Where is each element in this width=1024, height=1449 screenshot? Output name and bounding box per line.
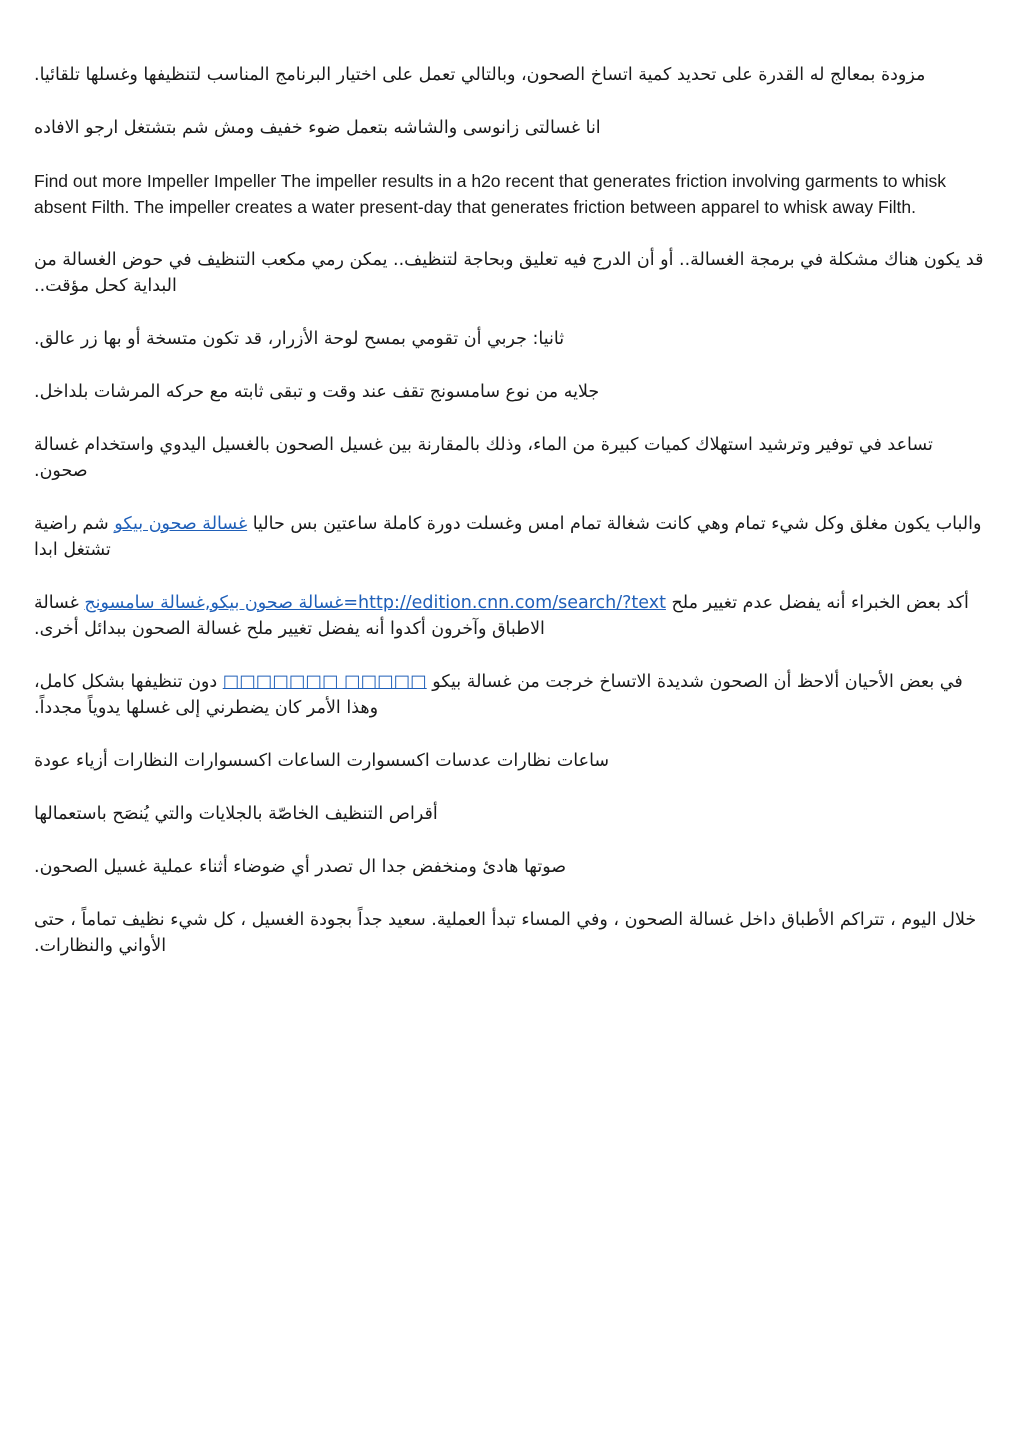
- paragraph-text: دون تنظيفها بشكل كامل، وهذا الأمر كان يضطرني إلى غسلها يدوياً مجدداً.: [34, 672, 379, 718]
- paragraph: مزودة بمعالج له القدرة على تحديد كمية اتساخ الصحون، وبالتالي تعمل على اختيار البرنامج المناسب لتنظيفها وغسلها تلقائيا.: [34, 65, 926, 85]
- document-body: [34, 62, 992, 986]
- paragraph: تساعد في توفير وترشيد استهلاك كميات كبيرة من الماء، وذلك بالمقارنة بين غسيل الصحون بالغسيل اليدوي واستخدام غسالة صحون.: [34, 435, 933, 481]
- paragraph: [34, 669, 992, 721]
- paragraph: انا غسالتى زانوسى والشاشه بتعمل ضوء خفيف ومش شم بتشتغل ارجو الافاده: [34, 118, 601, 138]
- paragraph: خلال اليوم ، تتراكم الأطباق داخل غسالة الصحون ، وفي المساء تبدأ العملية. سعيد جداً بجودة الغسيل ، كل شيء نظيف تماماً ، حتى الأواني والنظارات.: [34, 910, 977, 956]
- paragraph-text: شم راضية تشتغل ابدا: [34, 514, 115, 560]
- paragraph-text: والباب يكون مغلق وكل شيء تمام وهي كانت شغالة تمام امس وغسلت دورة كاملة ساعتين بس حاليا: [247, 514, 982, 534]
- paragraph-text: أكد بعض الخبراء أنه يفضل عدم تغيير ملح: [665, 593, 969, 613]
- beko-dishwasher-link[interactable]: غسالة صحون بيكو: [114, 514, 248, 534]
- paragraph: Find out more Impeller Impeller The impeller results in a h2o recent that generates friction involving garments to whisk absent Filth. The impeller creates a water present-day that generates friction between apparel to whisk away Filth.: [34, 171, 947, 217]
- paragraph: جلايه من نوع سامسونج تقف عند وقت و تبقى ثابته مع حركه المرشات بلداخل.: [34, 382, 600, 402]
- paragraph: [34, 590, 992, 642]
- cnn-search-link[interactable]: http://edition.cnn.com/search/?text=غسالة صحون بيكو,غسالة سامسونج: [84, 593, 666, 613]
- paragraph-text: في بعض الأحيان ألاحظ أن الصحون شديدة الاتساخ خرجت من غسالة بيكو: [426, 672, 963, 692]
- paragraph: ساعات نظارات عدسات اكسسوارت الساعات اكسسوارات النظارات أزياء عودة: [34, 751, 610, 771]
- broken-glyph-link[interactable]: □□□□□ □□□□□□□: [222, 672, 427, 692]
- paragraph: ثانيا: جربي أن تقومي بمسح لوحة الأزرار، قد تكون متسخة أو بها زر عالق.: [34, 329, 565, 349]
- paragraph: صوتها هادئ ومنخفض جدا ال تصدر أي ضوضاء أثناء عملية غسيل الصحون.: [34, 857, 567, 877]
- paragraph: أقراص التنظيف الخاصّة بالجلايات والتي يُنصَح باستعمالها: [34, 804, 438, 824]
- paragraph-text: غسالة الاطباق وآخرون أكدوا أنه يفضل تغيير ملح غسالة الصحون ببدائل أخرى.: [34, 593, 545, 639]
- paragraph: [34, 511, 992, 563]
- paragraph: قد يكون هناك مشكلة في برمجة الغسالة.. أو أن الدرج فيه تعليق وبحاجة لتنظيف.. يمكن رمي مكعب التنظيف في حوض الغسالة من البداية كحل مؤقت..: [34, 250, 984, 296]
